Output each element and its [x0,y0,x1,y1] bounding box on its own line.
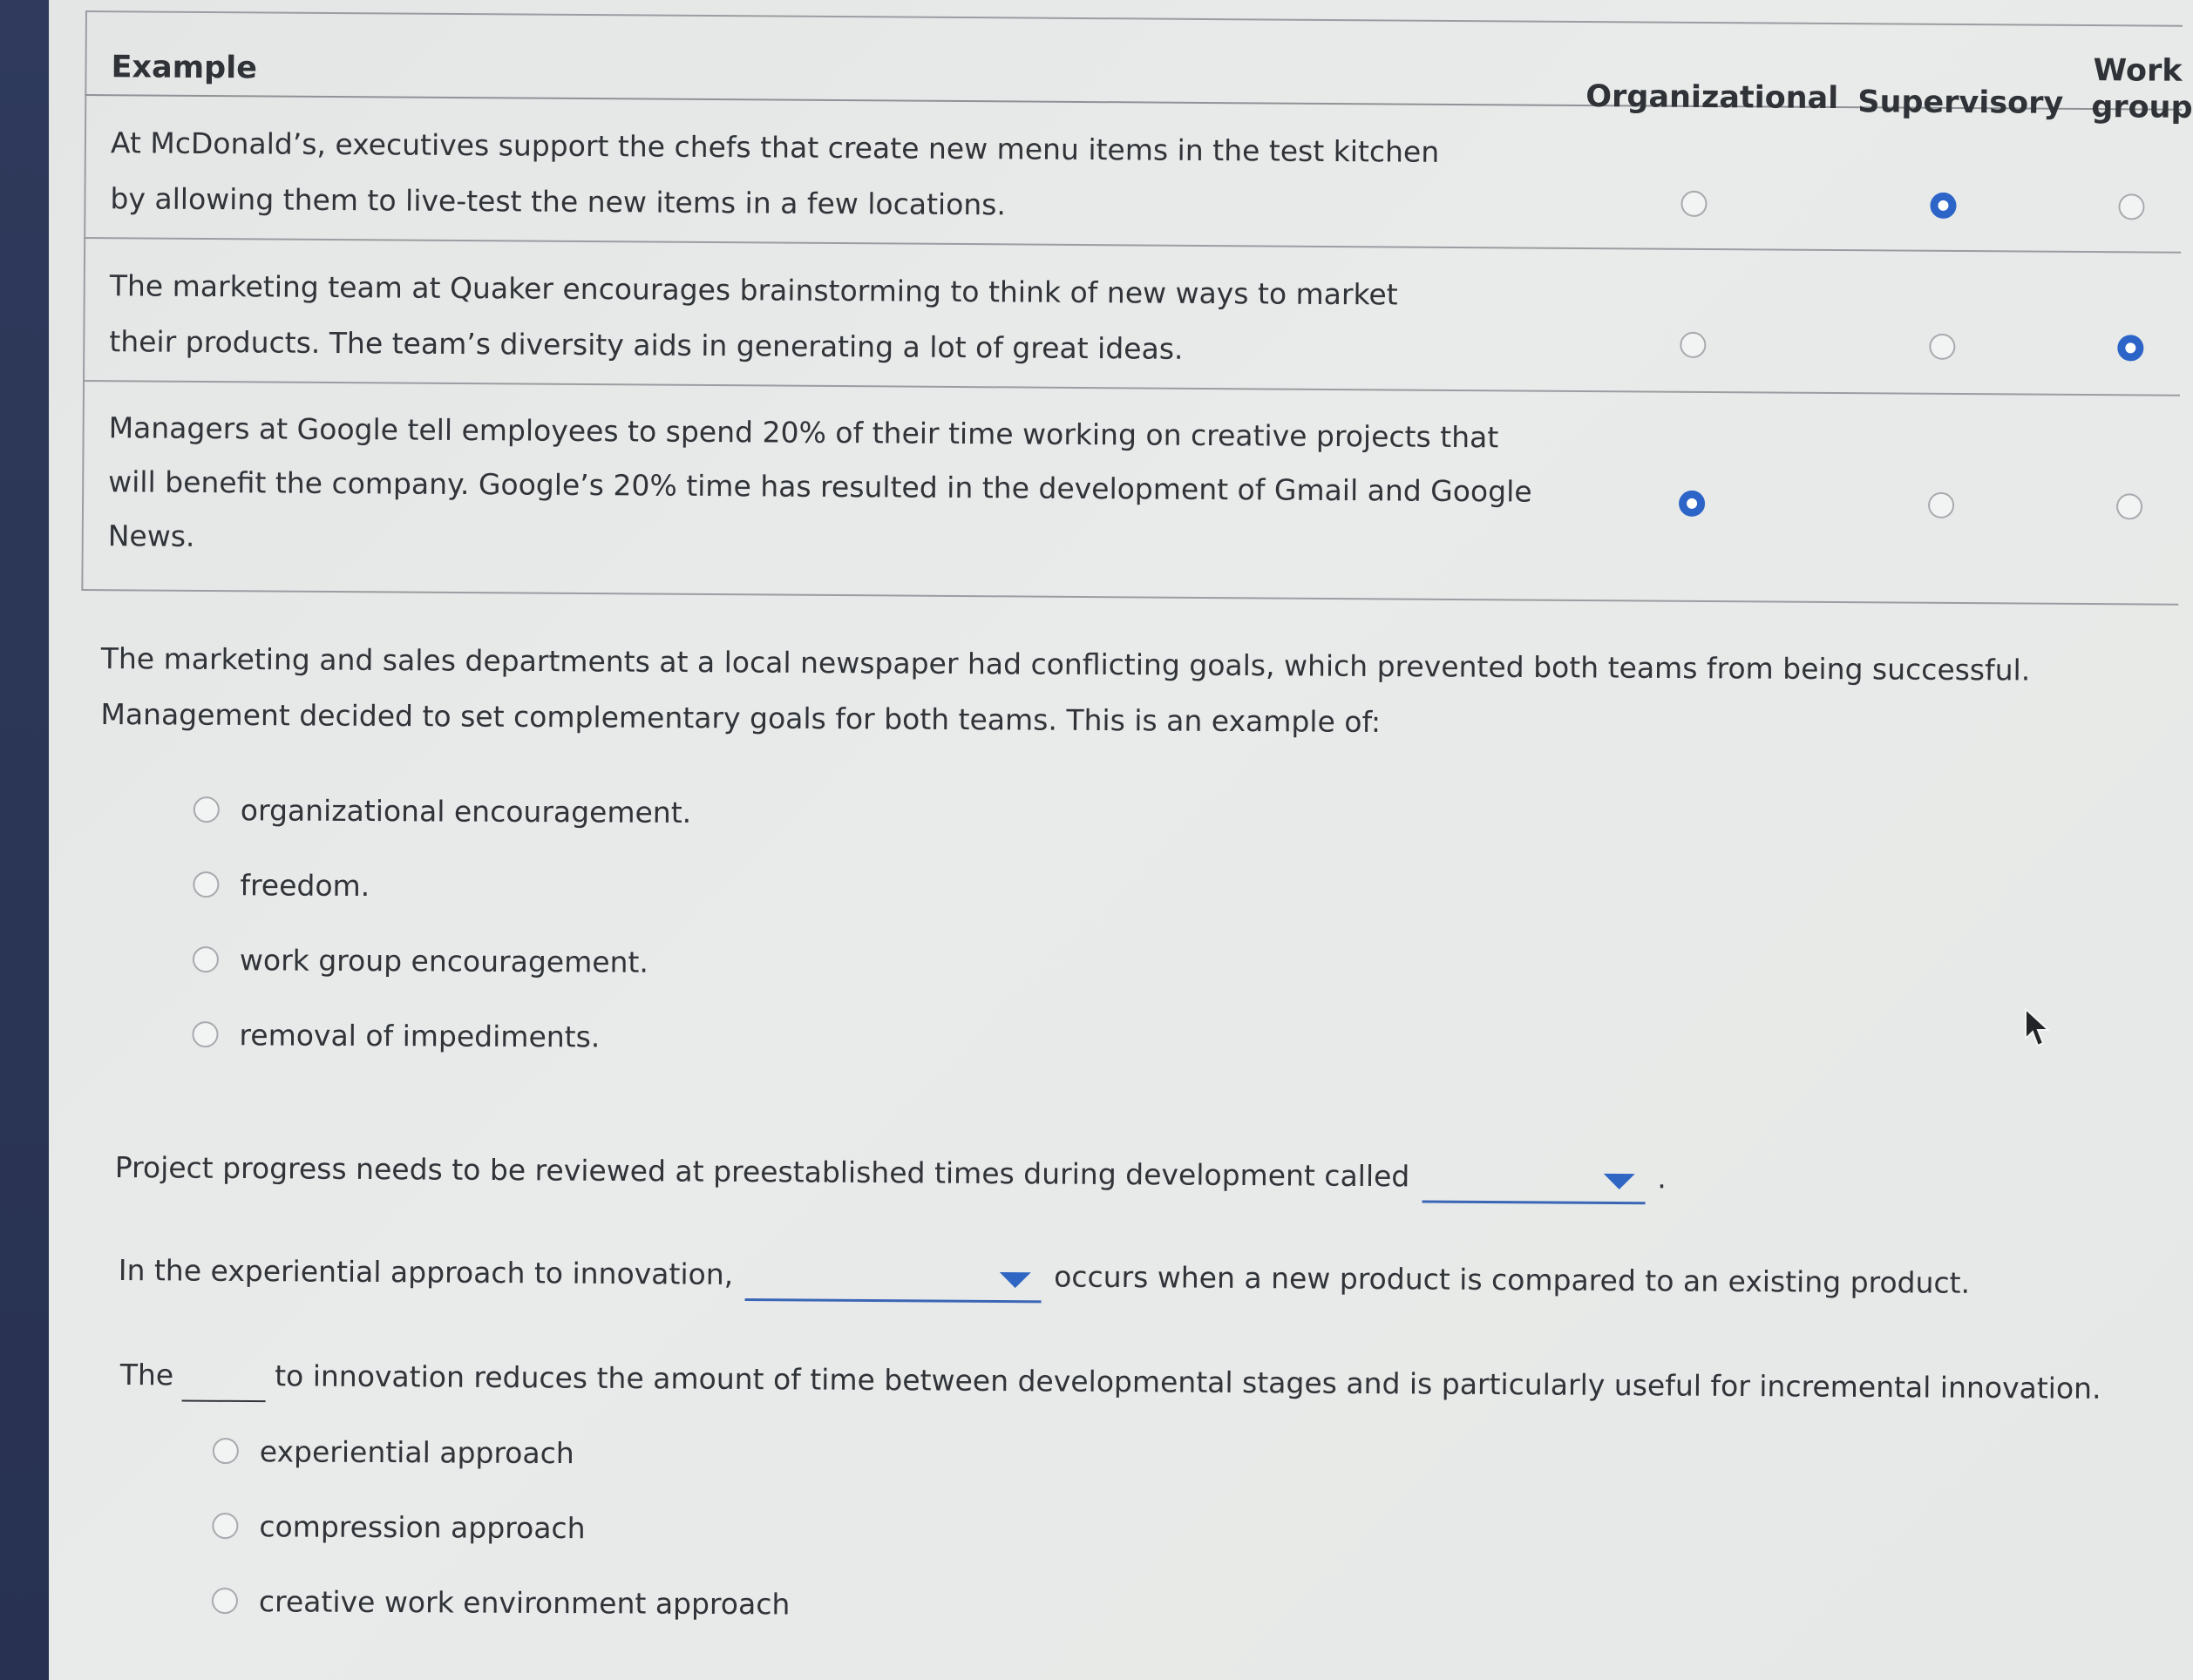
question-2-text-before: Project progress needs to be reviewed at preestablished times during development called [114,1149,1410,1194]
question-4-options [212,1426,791,1650]
header-organizational: Organizational [1585,79,1839,117]
question-3-text-after: occurs when a new product is compared to an existing product. [1054,1259,1971,1300]
radio-button[interactable] [213,1438,239,1464]
radio-supervisory[interactable] [1930,193,1956,219]
radio-organizational[interactable] [1680,332,1706,358]
table-row [81,382,2180,606]
radio-supervisory[interactable] [1929,334,1955,360]
radio-button[interactable] [193,946,219,972]
question-2-text-after: . [1657,1161,1667,1196]
screen-left-edge [0,0,49,1680]
option-label: removal of impediments. [239,1018,601,1054]
radio-organizational[interactable] [1680,191,1707,217]
option-label: compression approach [259,1509,586,1546]
question-4-prompt [120,1349,2101,1415]
question-4-text-after: to innovation reduces the amount of time between developmental stages and is particularly useful for incremental innovation. [275,1358,2101,1406]
row-example-text: At McDonald’s, executives support the chefs that create new menu items in the test kitchen by allowing them to live-test the new items in a few locations. [110,125,1440,222]
table-row [84,96,2182,254]
question-4-text-before: The [119,1357,174,1392]
radio-work-group[interactable] [2116,493,2142,519]
matching-table [81,10,2193,607]
radio-supervisory[interactable] [1928,492,1954,518]
fill-in-blank [182,1366,266,1402]
option-label: organizational encouragement. [240,793,692,830]
dropdown-arrow-icon [1000,1272,1031,1288]
radio-work-group[interactable] [2118,193,2144,220]
radio-button[interactable] [192,1021,218,1047]
header-work-group: Work group [2091,53,2193,125]
radio-work-group[interactable] [2117,335,2143,361]
question-2 [115,1141,1667,1204]
radio-button[interactable] [212,1588,238,1614]
dropdown-arrow-icon [1603,1174,1634,1189]
radio-button[interactable] [194,796,220,823]
radio-organizational[interactable] [1679,491,1705,517]
radio-button[interactable] [193,871,219,898]
header-example: Example [111,50,258,86]
answer-dropdown[interactable] [1422,1162,1645,1204]
question-1-options [192,784,692,1084]
mouse-cursor-icon [2024,1007,2054,1049]
option-label: work group encouragement. [239,943,649,979]
question-3-text-before: In the experiential approach to innovation, [118,1252,734,1291]
table-header-row [85,10,2193,125]
option-label: freedom. [240,868,370,904]
header-supervisory: Supervisory [1857,85,2064,121]
question-3 [119,1244,1971,1310]
table-row [83,239,2181,396]
radio-button[interactable] [212,1513,238,1539]
row-example-text: Managers at Google tell employees to spend 20% of their time working on creative projects that will benefit the company. Google’s 20% time has resulted in the development of Gmail and Google News. [107,410,1532,553]
answer-dropdown[interactable] [745,1260,1042,1303]
option-label: creative work environment approach [258,1584,791,1622]
option-label: experiential approach [259,1434,574,1471]
question-1-prompt: The marketing and sales departments at a local newspaper had conflicting goals, which prevented both teams from being successful. Management decided to set complementary goals for both teams. This is an example of: [100,640,2031,739]
row-example-text: The marketing team at Quaker encourages brainstorming to think of new ways to market their products. The team’s diversity aids in generating a lot of great ideas. [109,268,1398,366]
